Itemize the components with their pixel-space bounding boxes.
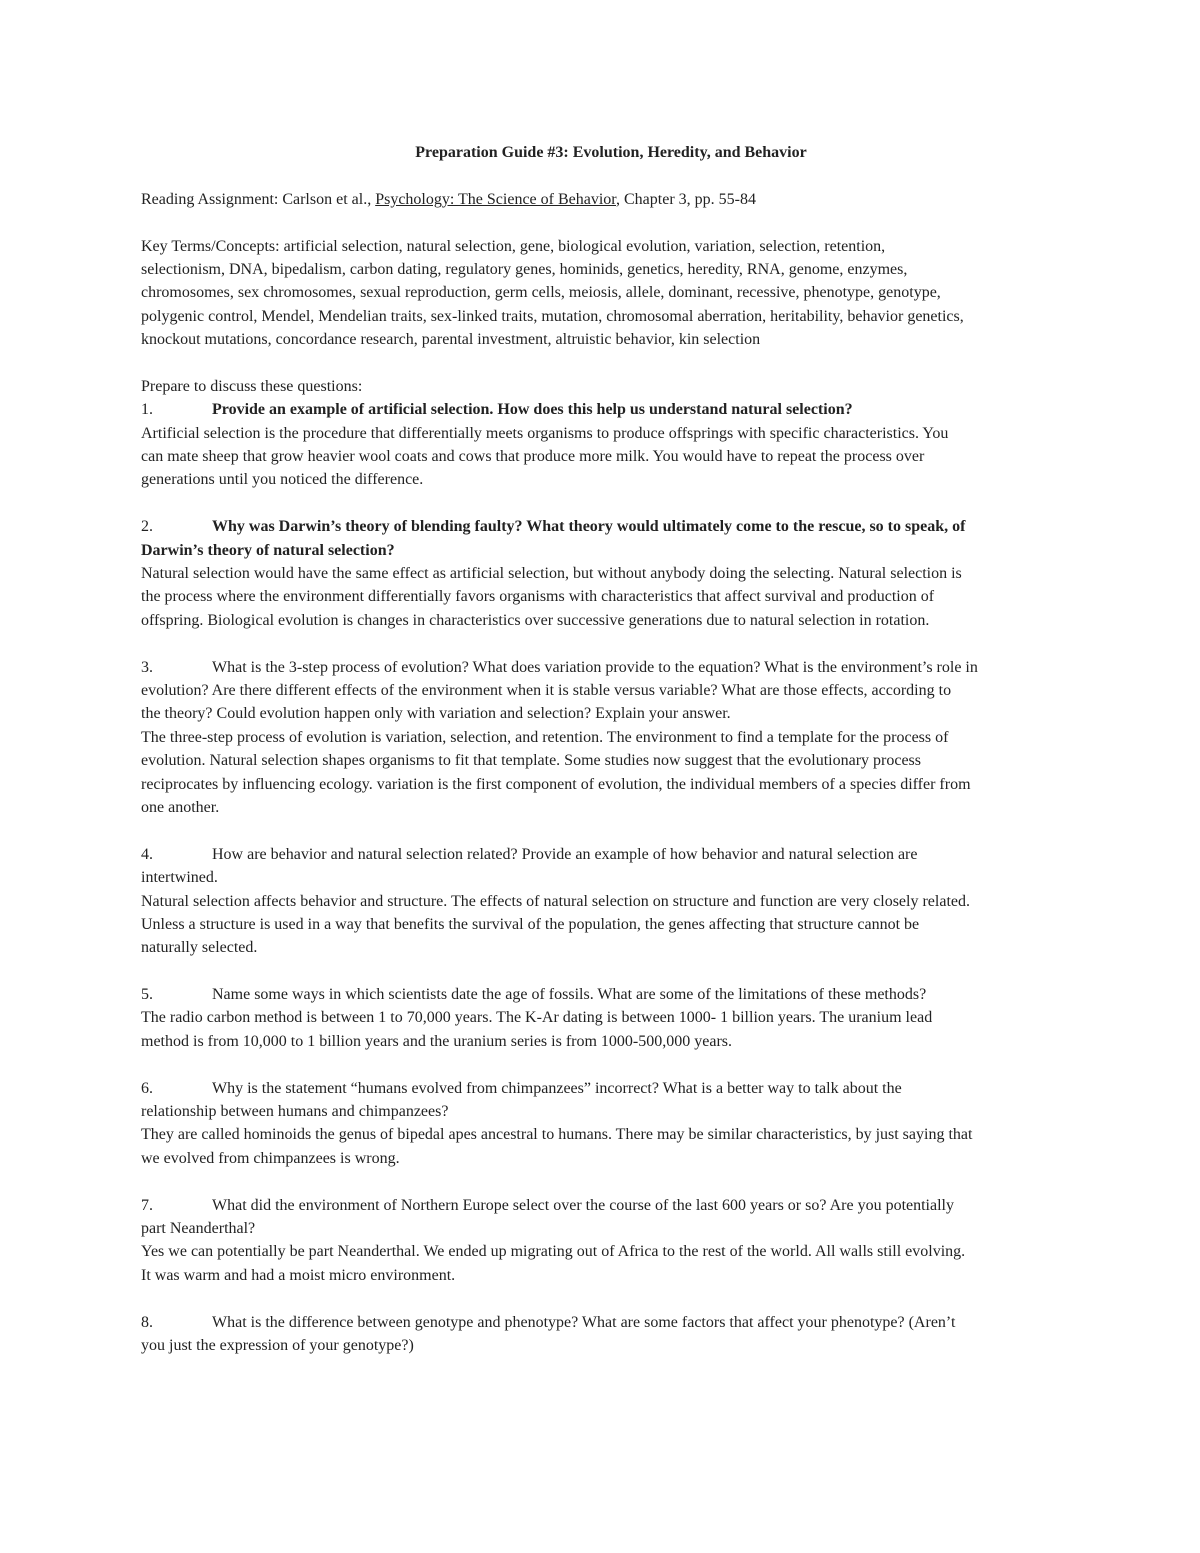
key-terms-line: Key Terms/Concepts: artificial selection, natural selection, gene, biological evolution, variation, selection, retention, <box>141 237 886 255</box>
question-item <box>141 632 1081 819</box>
question-text: How are behavior and natural selection related? Provide an example of how behavior and natural selection are <box>212 845 918 863</box>
answer-line: the process where the environment differentially favors organisms with characteristics that affect survival and production of <box>141 588 935 606</box>
answer-line: reciprocates by influencing ecology. variation is the first component of evolution, the individual members of a species differ from <box>141 775 971 793</box>
document-page <box>141 141 1081 1357</box>
question-text-line <box>141 1334 1081 1357</box>
question-text: intertwined. <box>141 869 218 887</box>
question-number: 7. <box>141 1196 153 1214</box>
question-item <box>141 1053 1081 1170</box>
question-text: evolution? Are there different effects of the environment when it is stable versus variable? What are those effects, according to <box>141 681 952 699</box>
question-text: What is the difference between genotype and phenotype? What are some factors that affect your phenotype? (Aren’t <box>212 1313 956 1331</box>
question-text: part Neanderthal? <box>141 1219 256 1237</box>
question-text-line <box>141 539 1081 562</box>
question-text-line <box>141 656 1081 679</box>
question-number: 2. <box>141 518 153 536</box>
answer-line: Artificial selection is the procedure that differentially meets organisms to produce offsprings with specific characteristics. You <box>141 424 949 442</box>
answer-line: Unless a structure is used in a way that benefits the survival of the population, the genes affecting that structure cannot be <box>141 915 920 933</box>
reading-assignment <box>141 188 1081 211</box>
answer-line: generations until you noticed the difference. <box>141 471 424 489</box>
answer-line: can mate sheep that grow heavier wool coats and cows that produce more milk. You would have to repeat the process over <box>141 448 925 466</box>
question-text: Provide an example of artificial selection. How does this help us understand natural selection? <box>212 401 853 419</box>
key-terms-line: chromosomes, sex chromosomes, sexual reproduction, germ cells, meiosis, allele, dominant, recessive, phenotype, genotype, <box>141 284 941 302</box>
book-title: Psychology: The Science of Behavior <box>375 190 616 208</box>
answer-line: They are called hominoids the genus of bipedal apes ancestral to humans. There may be similar characteristics, by just saying that <box>141 1126 973 1144</box>
key-terms-line: selectionism, DNA, bipedalism, carbon dating, regulatory genes, hominids, genetics, heredity, RNA, genome, enzymes, <box>141 260 908 278</box>
question-text: you just the expression of your genotype?) <box>141 1336 414 1354</box>
question-text: What is the 3-step process of evolution? What does variation provide to the equation? What is the environment’s role in <box>212 658 978 676</box>
question-item <box>141 960 1081 1054</box>
question-text: the theory? Could evolution happen only with variation and selection? Explain your answer. <box>141 705 731 723</box>
question-text: relationship between humans and chimpanzees? <box>141 1103 449 1121</box>
question-text-line <box>141 1217 1081 1240</box>
question-number: 6. <box>141 1079 153 1097</box>
answer-line: one another. <box>141 798 220 816</box>
question-text-line <box>141 983 1081 1006</box>
question-number: 1. <box>141 401 153 419</box>
question-text-line <box>141 1311 1081 1334</box>
question-text-line <box>141 843 1081 866</box>
question-item <box>141 398 1081 492</box>
question-item <box>141 492 1081 632</box>
question-text-line <box>141 679 1081 702</box>
question-text-line <box>141 1100 1081 1123</box>
question-number: 3. <box>141 658 153 676</box>
question-number: 5. <box>141 986 153 1004</box>
question-text-line <box>141 515 1081 538</box>
answer-line: The three-step process of evolution is variation, selection, and retention. The environment to find a template for the process of <box>141 728 949 746</box>
question-item <box>141 1170 1081 1287</box>
question-text: What did the environment of Northern Europe select over the course of the last 600 years or so? Are you potentially <box>212 1196 954 1214</box>
question-number: 8. <box>141 1313 153 1331</box>
question-text-line <box>141 1077 1081 1100</box>
question-text-line <box>141 702 1081 725</box>
question-number: 4. <box>141 845 153 863</box>
key-terms-line: knockout mutations, concordance research, parental investment, altruistic behavior, kin selection <box>141 331 761 349</box>
question-list <box>141 398 1081 1357</box>
answer-line: It was warm and had a moist micro environment. <box>141 1266 456 1284</box>
answer-line: naturally selected. <box>141 939 258 957</box>
question-text: Why was Darwin’s theory of blending faulty? What theory would ultimately come to the rescue, so to speak, of <box>212 518 966 536</box>
question-item <box>141 1287 1081 1357</box>
reading-prefix: Reading Assignment: Carlson et al., <box>141 190 376 208</box>
question-text: Name some ways in which scientists date the age of fossils. What are some of the limitations of these methods? <box>212 986 927 1004</box>
page-title: Preparation Guide #3: Evolution, Heredity, and Behavior <box>415 144 807 161</box>
answer-line: Yes we can potentially be part Neanderthal. We ended up migrating out of Africa to the rest of the world. All walls still evolving. <box>141 1243 966 1261</box>
question-text-line <box>141 1194 1081 1217</box>
question-text: Why is the statement “humans evolved from chimpanzees” incorrect? What is a better way to talk about the <box>212 1079 902 1097</box>
question-text-line <box>141 398 1081 421</box>
key-terms-line: polygenic control, Mendel, Mendelian traits, sex-linked traits, mutation, chromosomal aberration, heritability, behavior genetics, <box>141 307 964 325</box>
reading-suffix: , Chapter 3, pp. 55-84 <box>616 190 756 208</box>
question-text-line <box>141 866 1081 889</box>
answer-line: method is from 10,000 to 1 billion years and the uranium series is from 1000-500,000 years. <box>141 1032 733 1050</box>
answer-line: we evolved from chimpanzees is wrong. <box>141 1149 400 1167</box>
answer-line: evolution. Natural selection shapes organisms to fit that template. Some studies now suggest that the evolutionary process <box>141 752 921 770</box>
key-terms <box>141 235 1081 352</box>
answer-line: Natural selection affects behavior and structure. The effects of natural selection on structure and function are very closely related. <box>141 892 970 910</box>
prepare-text: Prepare to discuss these questions: <box>141 377 363 395</box>
question-text: Darwin’s theory of natural selection? <box>141 541 395 559</box>
answer-line: The radio carbon method is between 1 to 70,000 years. The K-Ar dating is between 1000- 1 billion years. The uranium lead <box>141 1009 933 1027</box>
answer-line: offspring. Biological evolution is changes in characteristics over successive generations due to natural selection in rotation. <box>141 611 930 629</box>
question-item <box>141 819 1081 959</box>
answer-line: Natural selection would have the same effect as artificial selection, but without anybody doing the selecting. Natural selection is <box>141 565 962 583</box>
